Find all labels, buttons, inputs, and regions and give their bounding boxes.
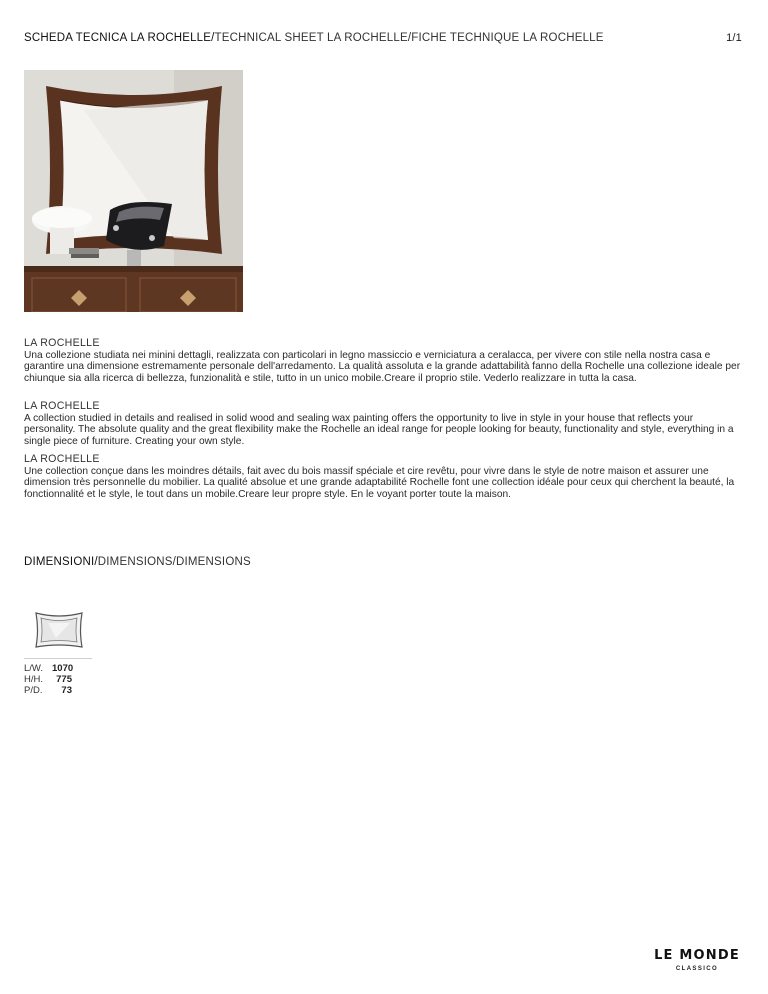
brand-logo (651, 948, 743, 972)
dimension-value: 73 (61, 684, 72, 696)
dimensions-title (24, 556, 251, 568)
dimensions-title-rest: DIMENSIONS/DIMENSIONS (97, 556, 251, 568)
header-title-rest: TECHNICAL SHEET LA ROCHELLE/FICHE TECHNIQUE LA ROCHELLE (214, 32, 604, 44)
description-title: LA ROCHELLE (24, 400, 100, 412)
dimensions-list (24, 664, 72, 696)
header-title-main: SCHEDA TECNICA LA ROCHELLE/ (24, 32, 215, 44)
description-text: Une collection conçue dans les moindres détails, fait avec du bois massif spéciale et cire revêtu, pour vivre dans le style de notre maison et assurer une dimension très personnelle du mobilier. La qualité absolue et une grande adaptabilité Rochelle font une collection idéale pour ceux qui cherchent la beauté, la fonctionnalité et le style, le tout dans un mobile.Creare leur propre style. En le voyant porter toute la maison. (24, 465, 735, 500)
product-photo (24, 70, 243, 312)
dimension-value: 1070 (52, 663, 74, 674)
page-header (24, 32, 744, 48)
description-title: LA ROCHELLE (24, 453, 100, 465)
description-french (24, 454, 744, 500)
dimension-label: L/W. (24, 663, 44, 674)
dimension-height (24, 675, 72, 686)
description-title: LA ROCHELLE (24, 337, 100, 349)
dimensions-title-main: DIMENSIONI/ (24, 556, 98, 568)
dimension-label: H/H. (24, 673, 43, 685)
dimension-depth (24, 686, 72, 697)
page-number: 1/1 (726, 32, 742, 44)
dimension-label: P/D. (24, 684, 43, 696)
brand-name: LE MONDE (654, 948, 740, 963)
description-english (24, 401, 744, 447)
description-text: A collection studied in details and realised in solid wood and sealing wax painting offers the opportunity to live in style in your house that reflects your personality. The absolute quality and the great flexibility make the Rochelle an ideal range for people looking for beauty, functionality and style, everything in a single piece of furniture. Creating your own style. (24, 412, 734, 447)
divider (24, 658, 92, 659)
description-italian (24, 338, 744, 384)
dimension-value: 775 (56, 673, 72, 685)
description-text: Una collezione studiata nei minini dettagli, realizzata con particolari in legno massiccio e verniciatura a ceralacca, per vivere con stile nella nostra casa e garantire una dimensione estremamente personale dell'arredamento. La qualità assoluta e la grande adattabilità fanno della Rochelle una collezione ideale per chiunque sia alla ricerca di bellezza, funzionalità e stile, tutto in un unico mobile.Creare il proprio stile. Vederlo realizzare in tutta la casa. (24, 349, 741, 384)
mirror-drawing (26, 605, 92, 655)
brand-subtitle: CLASSICO (675, 966, 719, 972)
